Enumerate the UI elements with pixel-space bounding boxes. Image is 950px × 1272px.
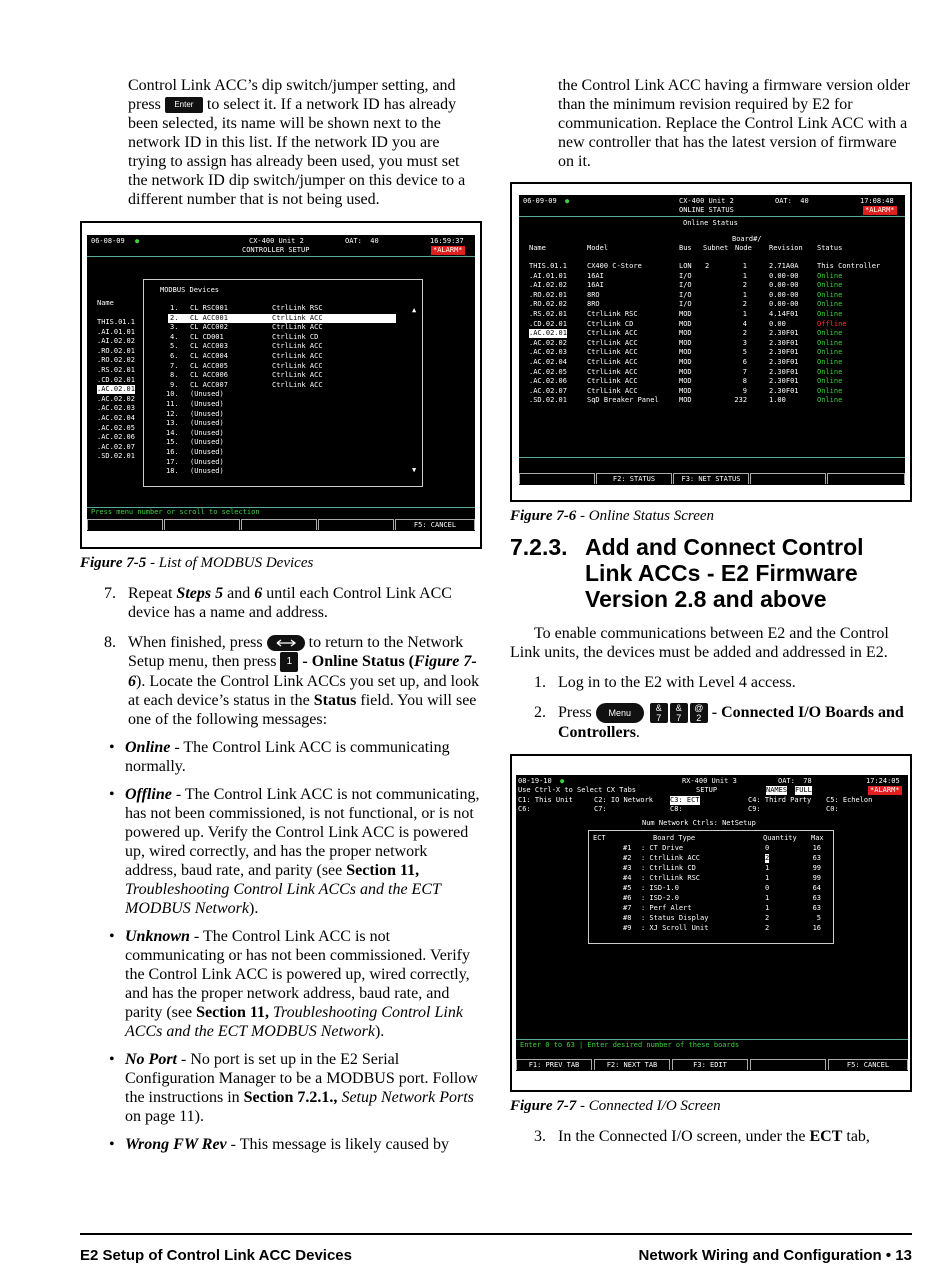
row-status: Online — [817, 290, 843, 299]
row-status: Online — [817, 358, 843, 366]
screen-subtitle: SETUP — [696, 786, 718, 795]
row-name[interactable]: .AC.02.06 — [529, 377, 567, 386]
row-name[interactable]: .AI.01.01 — [529, 271, 567, 280]
board-number: #7 — [623, 904, 632, 913]
board-number: #1 — [623, 844, 632, 853]
board-type: : Status Display — [641, 914, 709, 923]
row-status: Online — [817, 338, 843, 347]
name-list-item[interactable]: .AI.02.02 — [97, 337, 135, 346]
device-id[interactable]: CL ACC004 — [190, 352, 228, 360]
name-list-item[interactable]: .AC.02.04 — [97, 414, 135, 422]
board-number: #9 — [623, 924, 632, 933]
row-bus: MOD — [679, 329, 692, 338]
device-type: CtrlLink ACC — [272, 313, 323, 322]
row-name[interactable]: .AI.02.02 — [529, 281, 567, 290]
row-revision: 2.30F01 — [769, 348, 799, 357]
row-revision: 2.30F01 — [769, 329, 799, 338]
row-node: 2 — [742, 300, 748, 309]
board-number: #4 — [623, 874, 632, 883]
intro-paragraph — [80, 95, 480, 209]
function-key-bar — [87, 519, 475, 531]
device-type: CtrlLink ACC — [272, 371, 323, 380]
name-column-header: Name — [97, 299, 114, 307]
step-7: 7. Repeat Steps 5 and 6 until each Control Link ACC device has a name and address. — [104, 585, 452, 621]
device-type: CtrlLink ACC — [272, 342, 323, 351]
row-node: 2 — [742, 329, 748, 338]
name-list-item[interactable]: .SD.02.01 — [97, 452, 135, 461]
row-model: 16AI — [587, 281, 604, 290]
device-id[interactable]: (Unused) — [190, 457, 224, 466]
device-id[interactable]: CL ACC003 — [190, 342, 228, 351]
step-2: 2. Press Menu & 7& 7@ 2 - Connected I/O Boards and Controllers. — [534, 703, 904, 742]
row-status: Online — [817, 271, 843, 280]
alarm-badge: *ALARM* — [870, 786, 900, 795]
row-bus: MOD — [679, 358, 692, 366]
row-node: 1 — [742, 271, 748, 280]
key-7-icon: & 7 — [650, 703, 668, 723]
scroll-down-icon[interactable]: ▼ — [412, 466, 417, 474]
name-list-item[interactable]: .RO.02.01 — [97, 346, 135, 355]
row-status: Online — [817, 396, 843, 405]
bullet-no-port: • No Port - No port is set up in the E2 Serial Configuration Manager to be a MODBUS port. Follow the instructions in Section 7.2.1., Setup Network Ports on page 11). — [109, 1051, 478, 1126]
row-name[interactable]: THIS.01.1 — [529, 262, 567, 270]
name-list-item[interactable]: .RS.02.01 — [97, 366, 135, 374]
row-node: 3 — [742, 338, 748, 347]
names-toggle[interactable]: NAMES — [766, 786, 788, 795]
f3-net-status-button[interactable]: F3: NET STATUS — [673, 473, 749, 484]
row-bus: LON — [679, 262, 692, 270]
device-id[interactable]: (Unused) — [190, 428, 224, 437]
tab-c7[interactable]: C7: — [594, 805, 607, 814]
screen-subtitle: ONLINE STATUS — [679, 206, 734, 214]
row-bus: I/O — [679, 281, 692, 290]
device-number: 4. — [170, 332, 179, 341]
row-node: 232 — [734, 396, 748, 405]
step-1: 1. Log in to the E2 with Level 4 access. — [534, 674, 796, 691]
row-name[interactable]: .RO.02.01 — [529, 290, 567, 299]
device-number: 11. — [166, 400, 179, 408]
row-bus: I/O — [679, 271, 692, 280]
device-id[interactable]: (Unused) — [190, 390, 224, 399]
row-bus: MOD — [679, 319, 692, 328]
status-line: Enter 0 to 63 | Enter desired number of these boards — [520, 1041, 740, 1050]
footer-left: E2 Setup of Control Link ACC Devices — [80, 1247, 352, 1264]
row-subnet: 2 — [705, 262, 710, 270]
row-node: 9 — [742, 386, 748, 395]
device-number: 13. — [166, 419, 179, 428]
row-model: CtrlLink ACC — [587, 377, 638, 386]
right-column — [510, 76, 912, 1146]
board-number: #5 — [623, 884, 632, 893]
device-id[interactable]: CL ACC007 — [190, 380, 228, 389]
device-type: CtrlLink ACC — [272, 380, 323, 389]
device-type: CtrlLink ACC — [272, 361, 323, 370]
row-revision: 2.71A0A — [769, 262, 799, 270]
row-node: 1 — [742, 262, 748, 270]
section-paragraph: To enable communications between E2 and the Control Link units, the devices must be added and addressed in E2. — [510, 625, 889, 661]
row-model: 16AI — [587, 271, 604, 280]
row-name[interactable]: .AC.02.04 — [529, 358, 567, 366]
row-bus: MOD — [679, 396, 692, 405]
row-node: 7 — [742, 367, 748, 376]
f5-cancel-button[interactable]: F5: CANCEL — [395, 519, 475, 530]
name-list-item[interactable]: .AC.02.01 — [97, 385, 135, 394]
clock: 16:59:37 — [430, 237, 464, 245]
enter-key-icon: Enter — [165, 97, 203, 113]
board-max: 64 — [812, 884, 822, 893]
row-revision: 1.00 — [769, 396, 786, 405]
row-name[interactable]: .RS.02.01 — [529, 310, 567, 318]
step-8: 8. When finished, press to return to the Network Setup menu, then press 1 - Online Status (Figure 7-6). Locate the Control Link ACCs you set up, and look at each device’s status in the Status field. You will see one of the following messages: — [104, 634, 480, 729]
screen-title: CX-400 Unit 2 — [249, 237, 304, 245]
modbus-devices-dialog — [143, 279, 423, 487]
f2-next-tab-button[interactable]: F2: NEXT TAB — [594, 1059, 670, 1070]
device-id[interactable]: (Unused) — [190, 438, 224, 447]
row-revision: 2.30F01 — [769, 338, 799, 347]
menu-key-icon: Menu — [596, 703, 644, 723]
figure-7-6-caption: Figure 7-6 - Online Status Screen — [510, 508, 715, 524]
board-header: Board#/ — [732, 235, 762, 243]
row-status: Online — [817, 367, 843, 376]
row-status: Online — [817, 310, 843, 318]
name-list-item[interactable]: .AC.02.05 — [97, 423, 135, 432]
screen-date: 06-08-09 — [91, 237, 125, 245]
row-revision: 0.00-00 — [769, 300, 799, 309]
board-number: #3 — [623, 864, 632, 873]
board-type: : CtrlLink RSC — [641, 874, 701, 883]
status-dot-icon: ● — [135, 237, 140, 245]
row-model: CX400 C-Store — [587, 262, 642, 270]
row-model: 8RO — [587, 300, 600, 309]
oat-readout: OAT: 40 — [775, 197, 809, 205]
tab-c4[interactable]: C4: Third Party — [748, 796, 812, 805]
tab-c0[interactable]: C0: — [826, 805, 839, 814]
row-status: Offline — [817, 319, 847, 328]
figure-7-5-screen — [80, 221, 482, 549]
board-quantity[interactable]: 1 — [765, 904, 770, 913]
bullet-offline: • Offline - The Control Link ACC is not communicating, has not been commissioned, is not functional, or is not powered up. Verify the Control Link ACC is powered up, wired correctly, and has the proper network address, baud rate, and parity (see Section 11, Troubleshooting Control Link ACCs and the ECT MODBUS Network). — [109, 786, 480, 918]
f1-prev-tab-button[interactable]: F1: PREV TAB — [516, 1059, 592, 1070]
screen-title: RX-400 Unit 3 — [682, 777, 737, 786]
row-name[interactable]: .AC.02.01 — [529, 329, 567, 338]
dialog-title: MODBUS Devices — [160, 286, 220, 294]
board-quantity[interactable]: 0 — [765, 884, 770, 893]
row-model: CtrlLink ACC — [587, 367, 638, 376]
board-type: : CT Drive — [641, 844, 684, 853]
oat-readout: OAT: 78 — [778, 777, 812, 786]
section-heading-7-2-3: 7.2.3. Add and Connect Control Link ACCs - E2 Firmware Version 2.8 and above — [510, 534, 864, 612]
device-id[interactable]: (Unused) — [190, 467, 224, 476]
board-type-table: ECT Board Type Quantity Max #1 : CT Drive 0 16 #2 : CtrlLink ACC 2 63 #3 : CtrlLink CD 1 99 #4 : CtrlLink RSC 1 99 #5 : ISD-1.0 0 64 #6 : ISD-2.0 1 63 #7 : Perf Alert 1 63 #8 : Status Display 2 5 #9 : XJ Scroll Unit 2 16 — [588, 830, 834, 944]
screen-date: 08-19-10 — [518, 777, 552, 786]
online-status-heading: Online Status — [683, 219, 738, 227]
row-node: 1 — [742, 290, 748, 299]
device-number: 9. — [170, 380, 179, 389]
f2-status-button[interactable]: F2: STATUS — [596, 473, 672, 484]
row-bus: I/O — [679, 300, 692, 309]
board-max: 16 — [812, 844, 822, 853]
screen-title: CX-400 Unit 2 — [679, 197, 734, 205]
tab-bar — [516, 796, 908, 816]
device-id[interactable]: CL RSC001 — [190, 304, 228, 312]
tab-c3[interactable]: C3: ECT — [670, 796, 700, 805]
row-model: SqD Breaker Panel — [587, 396, 659, 405]
tab-c9[interactable]: C9: — [748, 805, 761, 814]
intro-line-1: Control Link ACC’s dip switch/jumper setting, and — [128, 77, 456, 94]
full-toggle[interactable]: FULL — [795, 786, 812, 795]
board-quantity[interactable]: 2 — [765, 924, 770, 933]
controller-setup-terminal — [87, 235, 475, 531]
device-id[interactable]: (Unused) — [190, 409, 224, 418]
row-status: Online — [817, 386, 843, 395]
tab-c1[interactable]: C1: This Unit — [518, 796, 573, 805]
device-number: 7. — [170, 361, 179, 370]
name-list-item[interactable]: THIS.01.1 — [97, 318, 135, 326]
device-type: CtrlLink CD — [272, 332, 319, 341]
row-revision: 0.00-00 — [769, 290, 799, 299]
status-line: Press menu number or scroll to selection — [91, 508, 260, 516]
device-number: 6. — [170, 352, 179, 360]
row-model: CtrlLink ACC — [587, 338, 638, 347]
board-max: 5 — [816, 914, 822, 923]
function-key-bar — [516, 1057, 908, 1071]
online-status-terminal: 06-09-09 ● CX-400 Unit 2 ONLINE STATUS OAT: 40 17:08:48 *ALARM* Online Status Board#/ Name Model Bus Subnet Node Revision Status THIS.01.1 CX400 C-Store LON 2 1 2.71A0A This Controller .AI.01.01 16AI I/O 1 0.00-00 Online .AI.02.02 16AI I/O 2 0.00-00 Online .RO.02.01 8RO I/O 1 0.00-00 Online .RO.02.02 8RO I/O 2 0.00-00 Online .RS.02.01 CtrlLink RSC MOD 1 4.14F01 Online .CD.02.01 CtrlLink CD MOD 4 0.00 Offline .AC.02.01 CtrlLink ACC MOD 2 2.30F01 Online .AC.02.02 CtrlLink ACC MOD 3 2.30F01 Online .AC.02.03 CtrlLink ACC MOD 5 2.30F01 Online .AC.02.04 CtrlLink ACC MOD 6 2.30F01 Online .AC.02.05 CtrlLink ACC MOD 7 2.30F01 Online .AC.02.06 CtrlLink ACC MOD 8 2.30F01 Online .AC.02.07 CtrlLink ACC MOD 9 2.30F01 Online .SD.02.01 SqD Breaker Panel MOD 232 1.00 Online F2: STATUS F3: NET STATUS — [519, 195, 905, 485]
board-number: #2 — [623, 854, 632, 863]
row-status: Online — [817, 348, 843, 357]
row-bus: MOD — [679, 310, 692, 318]
figure-7-7-caption: Figure 7-7 - Connected I/O Screen — [510, 1098, 721, 1115]
device-number: 18. — [166, 467, 179, 476]
board-number: #6 — [623, 894, 632, 903]
footer-right: Network Wiring and Configuration • 13 — [638, 1247, 912, 1264]
name-list-item[interactable]: .AC.02.03 — [97, 404, 135, 413]
row-status: Online — [817, 329, 843, 338]
row-name[interactable]: .AC.02.05 — [529, 367, 567, 376]
row-name[interactable]: .CD.02.01 — [529, 319, 567, 328]
board-type: : Perf Alert — [641, 904, 692, 913]
board-quantity[interactable]: 0 — [765, 844, 770, 853]
board-quantity[interactable]: 2 — [765, 914, 770, 923]
intro-press: press — [128, 96, 161, 113]
device-number: 10. — [166, 390, 179, 399]
name-list-item[interactable]: .AC.02.06 — [97, 433, 135, 442]
board-max: 99 — [812, 874, 822, 883]
row-name[interactable]: .SD.02.01 — [529, 396, 567, 405]
row-bus: I/O — [679, 290, 692, 299]
footer-rule — [80, 1233, 912, 1235]
row-revision: 2.30F01 — [769, 358, 799, 366]
row-name[interactable]: .AC.02.03 — [529, 348, 567, 357]
tab-c8[interactable]: C8: — [670, 805, 683, 814]
row-model: CtrlLink ACC — [587, 348, 638, 357]
device-number: 17. — [166, 457, 179, 466]
board-number: #8 — [623, 914, 632, 923]
key-1-icon: 1 — [280, 652, 298, 672]
device-id[interactable]: CL ACC006 — [190, 371, 228, 380]
row-revision: 0.00 — [769, 319, 786, 328]
device-number: 12. — [166, 409, 179, 418]
function-key-bar — [519, 473, 905, 485]
row-model: CtrlLink ACC — [587, 329, 638, 338]
device-id[interactable]: (Unused) — [190, 419, 224, 428]
name-list-item[interactable]: .AC.02.07 — [97, 442, 135, 451]
board-quantity[interactable]: 2 — [765, 854, 770, 863]
row-node: 5 — [742, 348, 748, 357]
device-type: CtrlLink ACC — [272, 352, 323, 360]
row-revision: 2.30F01 — [769, 367, 799, 376]
screen-date: 06-09-09 — [523, 197, 557, 205]
tab-c6[interactable]: C6: — [518, 805, 531, 814]
bullet-online: • Online - The Control Link ACC is communicating normally. — [109, 739, 450, 776]
row-revision: 2.30F01 — [769, 377, 799, 386]
scroll-up-icon[interactable]: ▲ — [412, 306, 417, 314]
screen-subtitle: CONTROLLER SETUP — [242, 246, 310, 254]
row-name[interactable]: .RO.02.02 — [529, 300, 567, 309]
oat-readout: OAT: 40 — [345, 237, 379, 245]
row-name[interactable]: .AC.02.07 — [529, 386, 567, 395]
device-id[interactable]: (Unused) — [190, 448, 224, 456]
name-list-item[interactable]: .RO.02.02 — [97, 356, 135, 365]
tab-c2[interactable]: C2: IO Network — [594, 796, 654, 805]
device-number: 8. — [170, 371, 179, 380]
key-7-icon: & 7 — [670, 703, 688, 723]
row-revision: 4.14F01 — [769, 310, 799, 318]
row-bus: MOD — [679, 386, 692, 395]
row-status: This Controller — [817, 262, 881, 270]
row-bus: MOD — [679, 367, 692, 376]
board-quantity[interactable]: 1 — [765, 864, 770, 873]
right-intro: the Control Link ACC having a firmware version older than the minimum revision required by E2 for communication. Replace the Control Link ACC with a new controller that has the latest version of firmware on it. — [558, 77, 910, 170]
device-number: 2. — [170, 313, 179, 322]
row-model: 8RO — [587, 290, 600, 299]
board-max: 16 — [812, 924, 822, 933]
key-2-icon: @ 2 — [690, 703, 708, 723]
row-status: Online — [817, 281, 843, 290]
bullet-unknown: • Unknown - The Control Link ACC is not communicating or has not been commissioned. Verify the Control Link ACC is powered up, wired correctly, and has the proper network address, baud rate, and parity (see Section 11, Troubleshooting Control Link ACCs and the ECT MODBUS Network). — [109, 928, 470, 1041]
connected-io-terminal — [516, 775, 908, 1071]
device-type: CtrlLink ACC — [272, 323, 323, 332]
board-type: : ISD-1.0 — [641, 884, 679, 893]
board-max: 99 — [812, 864, 822, 873]
board-type: : CtrlLink CD — [641, 864, 696, 873]
name-list-item[interactable]: .AI.01.01 — [97, 327, 135, 336]
device-id[interactable]: CL CD001 — [190, 332, 224, 341]
bullet-wrong-fw: • Wrong FW Rev - This message is likely caused by — [109, 1136, 449, 1154]
alarm-badge: *ALARM* — [433, 246, 463, 254]
board-max: 63 — [812, 854, 822, 863]
board-max: 63 — [812, 894, 822, 903]
figure-7-7-screen — [510, 754, 912, 1092]
name-list-item[interactable]: .CD.02.01 — [97, 375, 135, 384]
row-bus: MOD — [679, 348, 692, 357]
tab-c5[interactable]: C5: Echelon — [826, 796, 873, 805]
row-node: 1 — [742, 310, 748, 318]
netsetup-title: Num Network Ctrls: NetSetup — [642, 819, 756, 828]
device-id[interactable]: CL ACC002 — [190, 323, 228, 332]
clock: 17:08:48 — [860, 197, 894, 205]
row-revision: 2.30F01 — [769, 386, 799, 395]
row-node: 8 — [742, 377, 748, 386]
row-node: 6 — [742, 358, 748, 366]
device-id[interactable]: CL ACC005 — [190, 361, 228, 370]
row-node: 2 — [742, 281, 748, 290]
intro-rest: to select it. If a network ID has already been selected, its name will be shown next to the network ID in this list. If the network ID you are trying to assign has already been used, you must set the network ID dip switch/jumper on this device to a different number that is not being used. — [128, 96, 466, 208]
f5-cancel-button[interactable]: F5: CANCEL — [828, 1059, 908, 1070]
alarm-badge: *ALARM* — [865, 206, 895, 214]
device-number: 5. — [170, 342, 179, 351]
board-type: : XJ Scroll Unit — [641, 924, 709, 933]
row-bus: MOD — [679, 338, 692, 347]
step-3: 3. In the Connected I/O screen, under the ECT tab, — [534, 1128, 870, 1146]
f3-edit-button[interactable]: F3: EDIT — [672, 1059, 748, 1070]
device-number: 16. — [166, 448, 179, 456]
status-dot-icon: ● — [565, 197, 570, 205]
device-type: CtrlLink RSC — [272, 304, 323, 312]
device-number: 1. — [170, 304, 179, 312]
clock: 17:24:05 — [866, 777, 900, 786]
row-node: 4 — [742, 319, 748, 328]
row-model: CtrlLink ACC — [587, 386, 638, 395]
device-number: 14. — [166, 428, 179, 437]
device-id[interactable]: (Unused) — [190, 400, 224, 408]
row-name[interactable]: .AC.02.02 — [529, 338, 567, 347]
row-revision: 0.00-00 — [769, 271, 799, 280]
left-column — [80, 76, 480, 1154]
figure-7-5-caption: Figure 7-5 - List of MODBUS Devices — [80, 555, 314, 571]
device-number: 15. — [166, 438, 179, 447]
status-dot-icon: ● — [560, 777, 565, 786]
row-model: CtrlLink CD — [587, 319, 634, 328]
row-model: CtrlLink RSC — [587, 310, 638, 318]
board-max: 63 — [812, 904, 822, 913]
row-bus: MOD — [679, 377, 692, 386]
device-number: 3. — [170, 323, 179, 332]
ctrl-x-hint: Use Ctrl-X to Select CX Tabs — [518, 786, 637, 795]
board-quantity[interactable]: 1 — [765, 874, 770, 883]
row-revision: 0.00-00 — [769, 281, 799, 290]
row-status: Online — [817, 300, 843, 309]
name-list-item[interactable]: .AC.02.02 — [97, 394, 135, 403]
row-status: Online — [817, 377, 843, 386]
board-quantity[interactable]: 1 — [765, 894, 770, 903]
board-type: : CtrlLink ACC — [641, 854, 701, 863]
board-type: : ISD-2.0 — [641, 894, 679, 903]
device-id[interactable]: CL ACC001 — [190, 313, 228, 322]
row-model: CtrlLink ACC — [587, 358, 638, 366]
back-key-icon — [267, 635, 305, 651]
figure-7-6-screen — [510, 182, 912, 502]
